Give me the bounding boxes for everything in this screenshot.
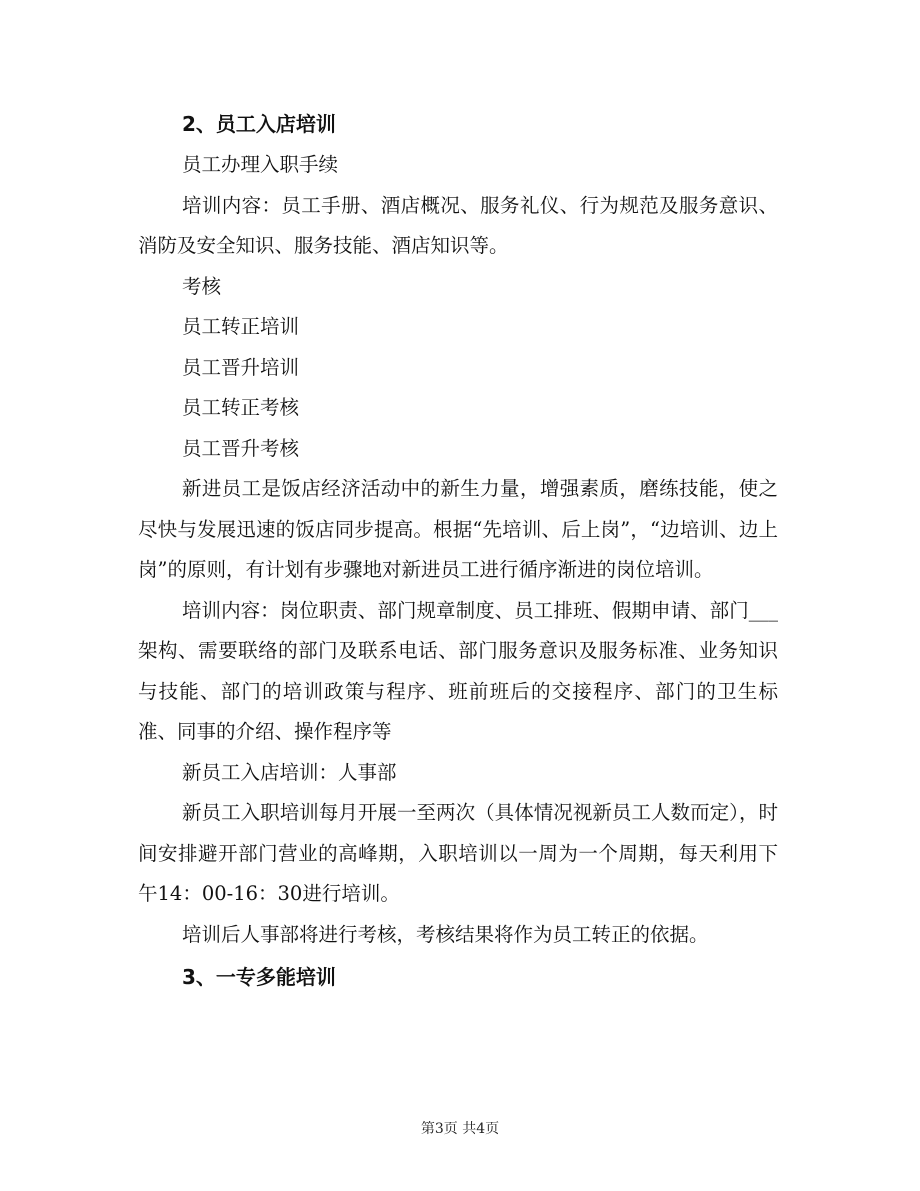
section-heading-employee-onboarding: 2、员工入店培训 [182,112,336,136]
paragraph-promotion-training: 员工晋升培训 [182,355,300,379]
document-body [138,104,778,997]
page-number-footer: 第3页 共4页 [420,1121,500,1137]
paragraph-training-content-department: 培训内容：岗位职责、部门规章制度、员工排班、假期申请、部门___架构、需要联络的部门及联系电话、部门服务意识及服务标准、业务知识与技能、部门的培训政策与程序、班前班后的交接程序、部门的卫生标准、同事的介绍、操作程序等 [138,598,778,743]
paragraph-assessment: 考核 [182,274,222,298]
paragraph-post-training-assessment: 培训后人事部将进行考核，考核结果将作为员工转正的依据。 [182,922,709,946]
section-heading-multi-skill-training: 3、一专多能培训 [182,965,336,989]
paragraph-new-employee-intro: 新进员工是饭店经济活动中的新生力量，增强素质，磨练技能，使之尽快与发展迅速的饭店同步提高。根据“先培训、后上岗”，“边培训、边上岗”的原则，有计划有步骤地对新进员工进行循序渐进的岗位培训。 [138,477,778,581]
paragraph-hr-department: 新员工入店培训：人事部 [182,760,397,784]
paragraph-onboarding-procedures: 员工办理入职手续 [182,153,339,176]
paragraph-promotion-assessment: 员工晋升考核 [182,436,300,460]
paragraph-regularization-assessment: 员工转正考核 [182,396,300,419]
paragraph-training-content-general: 培训内容：员工手册、酒店概况、服务礼仪、行为规范及服务意识、消防及安全知识、服务技能、酒店知识等。 [138,193,778,257]
paragraph-regularization-training: 员工转正培训 [182,315,300,338]
paragraph-training-schedule: 新员工入职培训每月开展一至两次（具体情况视新员工人数而定），时间安排避开部门营业的高峰期，入职培训以一周为一个周期，每天利用下午14：00-16：30进行培训。 [138,801,778,905]
